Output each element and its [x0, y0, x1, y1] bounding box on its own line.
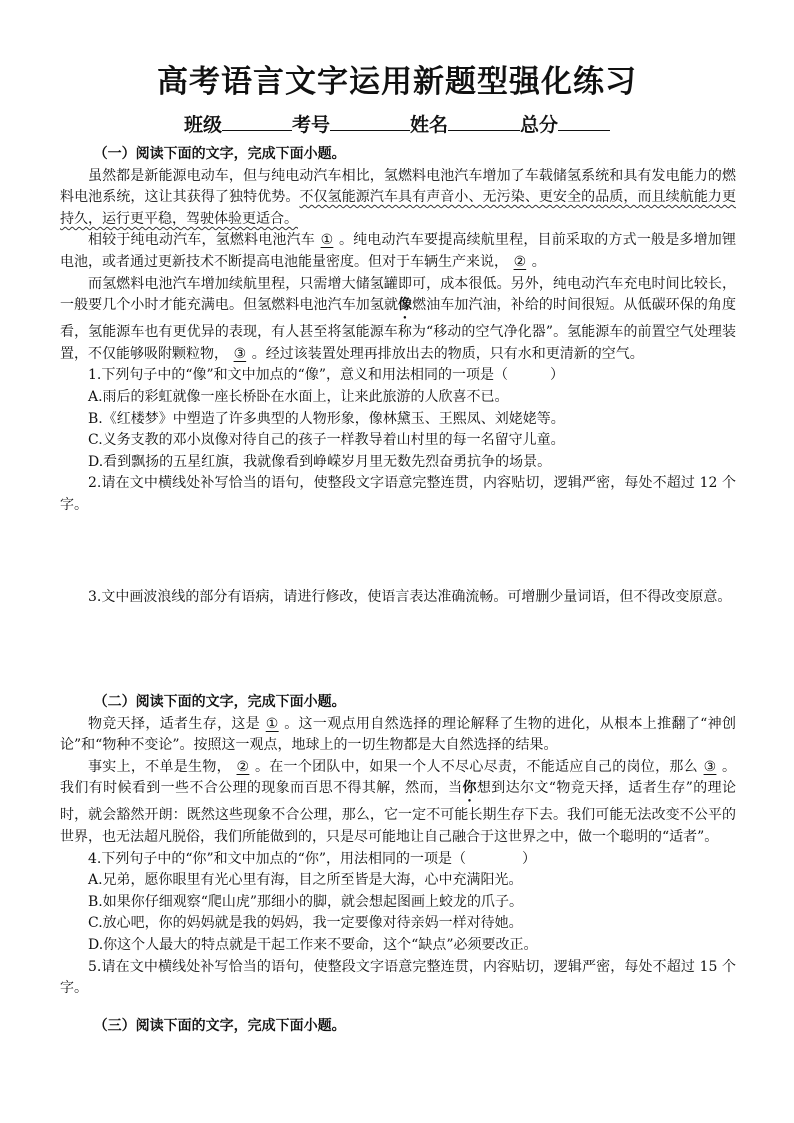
- page-title: 高考语言文字运用新题型强化练习: [157, 64, 637, 100]
- question-1-option-b[interactable]: B.《红楼梦》中塑造了许多典型的人物形象，像林黛玉、王熙凤、刘姥姥等。: [88, 410, 565, 427]
- question-4-option-d[interactable]: D.你这个人最大的特点就是干起工作来不要命，这个“缺点”必须要改正。: [88, 937, 538, 954]
- section1-heading: （一）阅读下面的文字，完成下面小题。: [93, 146, 346, 162]
- question-1-option-a[interactable]: A.雨后的彩虹就像一座长桥卧在水面上，让来此旅游的人欣喜不已。: [88, 388, 509, 405]
- section2-paragraph-2: [60, 757, 736, 849]
- section1-paragraph-2: [60, 230, 736, 273]
- paragraph-text: 虽然都是新能源电动车，但与纯电动汽车相比，氢燃料电池汽车增加了车载储氢系统和具有发电能力的燃料电池系统，这让其获得了独特优势。: [60, 167, 736, 206]
- number-label: 考号: [291, 114, 330, 136]
- section3-heading: （三）阅读下面的文字，完成下面小题。: [93, 1017, 346, 1034]
- fill-blank-2[interactable]: ②: [513, 253, 527, 270]
- question-4-option-a[interactable]: A.兄弟，愿你眼里有光心里有海，目之所至皆是大海，心中充满阳光。: [88, 872, 523, 889]
- question-1-option-d[interactable]: D.看到飘扬的五星红旗，我就像看到峥嵘岁月里无数先烈奋勇抗争的场景。: [88, 453, 552, 470]
- fill-blank-2[interactable]: ②: [236, 758, 250, 775]
- paragraph-text: 燃油车加汽油，补给的时间很短。从低碳环保的角度看，氢能源车也有更优异的表现，有人甚至将氢能源车称为“移动的空气净化器”。氢能源车的前置空气处理装置，不仅能够吸附颗粒物，: [60, 297, 737, 362]
- fill-blank-3[interactable]: ③: [233, 345, 247, 362]
- paragraph-text: 。这一观点用自然选择的理论解释了生物的进化，从根本上推翻了“神创论”和“物种不变论”。按照这一观点，地球上的一切生物都是大自然选择的结果。: [60, 715, 737, 754]
- question-4: 4.下列句子中的“你”和文中加点的“你”，用法相同的一项是（ ）: [88, 850, 536, 867]
- paragraph-text: 。在一个团队中，如果一个人不尽心尽责，不能适应自己的岗位，那么: [254, 758, 698, 775]
- paragraph-text: 。纯电动汽车要提高续航里程，目前采取的方式一般是多增加锂电池，或者通过更新技术不断提高电池能量密度。但对于车辆生产来说，: [60, 232, 736, 270]
- student-info-line: [0, 112, 794, 138]
- score-blank[interactable]: [558, 112, 610, 131]
- fill-blank-1[interactable]: ①: [320, 232, 334, 249]
- paragraph-text: 相较于纯电动汽车，氢燃料电池汽车: [88, 232, 315, 249]
- question-1: 1.下列句子中的“像”和文中加点的“像”，意义和用法相同的一项是（ ）: [88, 367, 564, 384]
- section1-paragraph-3: [60, 274, 736, 366]
- paragraph-text: 而氢燃料电池汽车增加续航里程，只需增大储氢罐即可，成本很低。另外，纯电动汽车充电时间比较长，一般要几个小时才能充满电。但氢燃料电池汽车加氢就: [60, 275, 736, 314]
- paragraph-text: 。我们有时候看到一些不合公理的现象而百思不得其解，然而，当: [60, 758, 736, 797]
- dotted-word: 像: [398, 297, 413, 314]
- answer-space-3[interactable]: [60, 608, 736, 678]
- section2-paragraph-1: [60, 714, 736, 757]
- paragraph-text: 。经过该装置处理再排放出去的物质，只有水和更清新的空气。: [251, 345, 644, 362]
- wavy-underlined-sentence: 不仅氢能源汽车具有声音小、无污染、更安全的品质，而且续航能力更持久，运行更平稳，驾驶体验更适合。: [60, 189, 737, 227]
- question-1-option-c[interactable]: C.义务支教的邓小岚像对待自己的孩子一样教导着山村里的每一名留守儿童。: [88, 432, 565, 449]
- worksheet-content: [60, 144, 736, 1037]
- class-blank[interactable]: [222, 112, 292, 131]
- question-3: 3.文中画波浪线的部分有语病，请进行修改，使语言表达准确流畅。可增删少量词语，但不得改变原意。: [88, 588, 732, 605]
- paragraph-text: 想到达尔文“物竞天择，适者生存”的理论时，就会豁然开朗：既然这些现象不合公理，那么，它一定不可能长期生存下去。我们可能无法改变不公平的世界，也无法超凡脱俗，我们所能做到的，只是尽可能地让自己融合于这世界之中，做一个聪明的“适者”。: [60, 780, 737, 846]
- section2-heading: （二）阅读下面的文字，完成下面小题。: [93, 694, 346, 711]
- fill-blank-3[interactable]: ③: [703, 758, 717, 775]
- name-blank[interactable]: [448, 112, 520, 131]
- answer-space-5[interactable]: [60, 1000, 736, 1016]
- dotted-word: 你: [462, 780, 477, 797]
- answer-space-2[interactable]: [60, 517, 736, 587]
- score-label: 总分: [520, 114, 559, 136]
- paragraph-text: 。: [531, 253, 546, 270]
- question-5: 5.请在文中横线处补写恰当的语句，使整段文字语意完整连贯，内容贴切，逻辑严密，每处不超过 15 个字。: [60, 958, 736, 997]
- question-4-option-c[interactable]: C.放心吧，你的妈妈就是我的妈妈，我一定要像对待亲妈一样对待她。: [88, 915, 523, 932]
- paragraph-text: 物竞天择，适者生存，这是: [88, 715, 261, 732]
- number-blank[interactable]: [330, 112, 410, 131]
- fill-blank-1[interactable]: ①: [265, 715, 279, 732]
- name-label: 姓名: [410, 114, 449, 136]
- class-label: 班级: [183, 114, 222, 136]
- section1-paragraph-1: [60, 166, 736, 231]
- paragraph-text: 事实上，不单是生物，: [88, 758, 231, 775]
- question-4-option-b[interactable]: B.如果你仔细观察“爬山虎”那细小的脚，就会想起图画上蛟龙的爪子。: [88, 893, 524, 910]
- question-2: 2.请在文中横线处补写恰当的语句，使整段文字语意完整连贯，内容贴切，逻辑严密，每处不超过 12 个字。: [60, 475, 736, 513]
